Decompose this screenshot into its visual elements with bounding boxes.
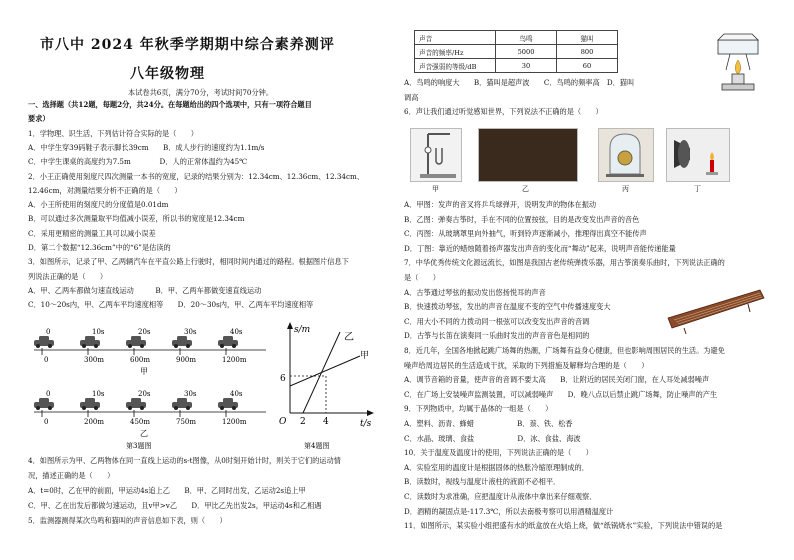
distance-label: 200m <box>84 418 104 426</box>
fig4-xtick-2: 2 <box>300 417 306 427</box>
figure-3-cars <box>30 320 270 450</box>
line-jia <box>290 356 360 386</box>
car-roof <box>39 398 49 403</box>
exam-subtitle: 八年级物理 <box>130 66 205 82</box>
car-wheel <box>186 406 190 410</box>
text-line: D．第二个数据“12.36cm”中的“6”是估读的 <box>28 243 171 252</box>
paper-pot-illustration <box>708 30 768 98</box>
time-label: 20s <box>138 390 151 398</box>
bell-jar-icon <box>602 130 648 178</box>
text-line: A．甲图：发声的音叉将乒乓球弹开，说明发声的物体在振动 <box>404 200 597 209</box>
fig3-row-label: 甲 <box>140 367 148 376</box>
distance-label: 600m <box>130 356 150 364</box>
time-label: 0 <box>46 328 51 336</box>
car-wheel <box>140 344 144 348</box>
time-label: 20s <box>138 328 151 336</box>
car-wheel <box>94 406 98 410</box>
text-line: C．中学生课桌的高度约为7.5m D．人的正常体温约为45℃ <box>28 157 248 167</box>
text-line: 列说法正确的是（ ） <box>28 271 108 281</box>
fig4-label-jia: 甲 <box>360 351 370 361</box>
text-line: 11．如图所示，某实验小组把盛有水的纸盒放在火焰上烧，做“纸锅烧水”实验，下列说法中错误的是 <box>404 521 723 531</box>
text-line: 3．如图所示，记录了甲、乙两辆汽车在平直公路上行驶时，相同时间内通过的路程。根据图片信息下 <box>28 257 349 267</box>
car-wheel <box>48 344 52 348</box>
table-header-row <box>415 31 618 45</box>
text-line: B．读数时，视线与温度计液柱的液面不必相平． <box>404 477 561 487</box>
table-cell: 声音强弱的等级/dB <box>415 59 496 73</box>
y-axis-arrow <box>287 322 293 329</box>
car-roof <box>39 336 49 341</box>
exam-title: 市八中 2024 年秋季学期期中综合素养测评 <box>40 37 335 53</box>
sound-table <box>414 30 618 73</box>
text-line: A．塑料、沥青、蜂蜡 B．萘、铁、松香 <box>404 419 573 428</box>
text-line: C．读数时为求准确，应把温度计从液体中拿出来仔细观察． <box>404 492 597 501</box>
text-line: C．甲、乙在出发后都做匀速运动，且v甲>v乙 D．甲比乙先出发2s，甲运动4s和乙相遇 <box>28 501 322 510</box>
table-row <box>415 59 618 73</box>
time-label: 0 <box>46 390 51 398</box>
text-line: C．在广场上安装噪声监测装置，可以减弱噪声 D．晚八点以后禁止跳广场舞，防止噪声的产生 <box>404 389 718 399</box>
fig4-ytick-6: 6 <box>280 374 286 384</box>
car-roof <box>131 398 141 403</box>
text-line: 4．如图所示为甲、乙两物体在同一直线上运动的s-t图像，从0时刻开始计时，则关于它们的运动情 <box>28 456 341 465</box>
fig4-xlabel: t/s <box>360 419 372 429</box>
fig4-ylabel: s/m <box>294 325 311 335</box>
text-line: 是（ ） <box>404 273 440 282</box>
distance-label: 900m <box>176 356 196 364</box>
car-wheel <box>220 406 224 410</box>
time-label: 30s <box>184 328 197 336</box>
text-line: 噪声给周边居民的生活造成干扰，采取的下列措施及解释均合理的是（ ） <box>404 360 649 370</box>
car-roof <box>177 398 187 403</box>
fig4-xtick-4: 4 <box>323 417 329 427</box>
distance-label: 1200m <box>222 356 247 364</box>
car-wheel <box>82 406 86 410</box>
text-line: C．采用更精密的测量工具可以减小误差 <box>28 228 156 238</box>
pic6-label-bing: 丙 <box>622 185 629 193</box>
text-line: A．t=0时，乙在甲的前面，甲运动4s追上乙 B．甲、乙同时出发，乙运动2s追上甲 <box>28 486 306 495</box>
car-wheel <box>128 344 132 348</box>
car-roof <box>177 336 187 341</box>
text-line: D．古筝与长笛在演奏同一乐曲时发出的声音音色是相同的 <box>404 331 590 341</box>
pic6-label-jia: 甲 <box>432 185 439 193</box>
fig3-caption: 第3题图 <box>126 442 152 450</box>
text-line: A．实验室用的温度计是根据固体的热胀冷缩原理制成的． <box>404 462 589 472</box>
picture-guzheng-play <box>478 128 578 182</box>
table-cell: 猫叫 <box>557 31 618 45</box>
text-line: 况，描述正确的是（ ） <box>28 471 115 480</box>
pic6-label-yi: 乙 <box>522 185 529 193</box>
text-line: C．10～20s内，甲、乙两车平均速度相等 D．20～30s内，甲、乙两车平均速度相等 <box>28 300 314 310</box>
table-cell: 声音 <box>415 31 496 45</box>
guzheng-illustration <box>664 282 768 336</box>
table-cell: 30 <box>496 59 557 73</box>
text-line: 8．近几年，全国各地掀起跳广场舞的热潮，广场舞有益身心健康，但也影响周围居民的生活。为避免 <box>404 346 725 355</box>
time-label: 10s <box>92 328 105 336</box>
car-wheel <box>232 344 236 348</box>
text-line: C．丙图：从玻璃罩里向外抽气，听到铃声逐渐减小，推理得出真空不能传声 <box>404 229 647 239</box>
text-line: 6．声让我们通过听觉感知世界，下列说法不正确的是（ ） <box>404 107 603 116</box>
distance-label: 0 <box>44 418 49 426</box>
text-line: A．小王所使用的刻度尺的分度值是0.01dm <box>28 200 169 210</box>
text-line: C．水晶、玻璃、食盐 D．冰、食盐、海波 <box>404 433 581 443</box>
text-line: 7．中华优秀传统文化源远流长，如图是我国古老传统弹拨乐器，用古筝演奏乐曲时，下列说法正确的 <box>404 258 725 268</box>
car-wheel <box>82 344 86 348</box>
time-label: 10s <box>92 390 105 398</box>
distance-label: 450m <box>130 418 150 426</box>
text-line: 5．监测器测得某次鸟鸣和猫叫的声音信息如下表，则（ ） <box>28 516 227 525</box>
text-line: D．酒精的凝固点是-117.3℃，所以去南极考察可以用酒精温度计 <box>404 506 614 516</box>
text-line: A．古筝通过琴弦的振动发出悠扬悦耳的声音 <box>404 287 546 297</box>
pic6-label-ding: 丁 <box>694 185 701 193</box>
time-label: 30s <box>184 390 197 398</box>
car-roof <box>223 398 233 403</box>
exam-info: 本试卷共6页，满分70分，考试时间70分钟。 <box>128 88 274 97</box>
table-cell: 60 <box>557 59 618 73</box>
car-wheel <box>232 406 236 410</box>
table-cell: 鸟鸣 <box>496 31 557 45</box>
fig4-caption: 第4题图 <box>304 442 330 450</box>
text-line: C．用大小不同的力拨动同一根弦可以改变发出声音的音调 <box>404 316 590 326</box>
text-line: B．快速拨动琴弦，发出的声音在温度不变的空气中传播速度变大 <box>404 302 611 312</box>
speaker-icon <box>670 130 726 178</box>
time-label: 40s <box>230 390 243 398</box>
car-wheel <box>186 344 190 348</box>
car-roof <box>85 398 95 403</box>
text-line: 10．关于温度及温度计的使用，下列说法正确的是（ ） <box>404 448 593 458</box>
fig3-row-label: 乙 <box>140 429 148 438</box>
text-line: B．乙图：弹奏古筝时，手在不同的位置按弦，目的是改变发出声音的音色 <box>404 214 640 224</box>
table-cell: 5000 <box>496 45 557 59</box>
car-wheel <box>140 406 144 410</box>
table-cell: 800 <box>557 45 618 59</box>
fig4-origin: O <box>279 417 287 427</box>
x-axis-arrow <box>367 410 374 416</box>
car-wheel <box>174 406 178 410</box>
car-wheel <box>94 344 98 348</box>
text-line: A．甲、乙两车都做匀速直线运动 B．甲、乙两车都做变速直线运动 <box>28 285 262 295</box>
distance-label: 0 <box>44 356 49 364</box>
distance-label: 750m <box>176 418 196 426</box>
car-roof <box>223 336 233 341</box>
text-line: B．可以通过多次测量取平均值减小误差，所以书的宽度是12.34cm <box>28 214 245 224</box>
text-line: 一、选择题（共12题，每题2分，共24分。在每题给出的四个选项中，只有一项符合题目 <box>28 100 312 109</box>
car-wheel <box>36 406 40 410</box>
tuning-fork-icon <box>418 130 458 180</box>
distance-label: 300m <box>84 356 104 364</box>
text-line: 12.46cm，对测量结果分析不正确的是（ ） <box>28 185 182 195</box>
table-row <box>415 45 618 59</box>
car-wheel <box>220 344 224 348</box>
car-wheel <box>174 344 178 348</box>
car-wheel <box>128 406 132 410</box>
text-line: A．中学生穿39码鞋子表示脚长39cm B．成人步行的速度约为1.1m/s <box>28 142 265 152</box>
text-line: D．丁图：靠近的蜡烛随着扬声器发出声音的变化而“舞动”起来，说明声音能传递能量 <box>404 243 676 253</box>
car-roof <box>131 336 141 341</box>
text-line: 2．小王正确使用刻度尺四次测量一本书的宽度，记录的结果分别为：12.34cm、12.36cm、12.34cm、 <box>28 171 365 181</box>
distance-label: 1200m <box>222 418 247 426</box>
fig4-label-yi: 乙 <box>344 332 354 343</box>
text-line: 9．下列物质中，均属于晶体的一组是（ ） <box>404 404 553 414</box>
car-wheel <box>36 344 40 348</box>
car-roof <box>85 336 95 341</box>
text-line: A．调节音箱的音量，使声音的音调不要太高 B．让附近的居民关闭门窗，在人耳处减弱噪声 <box>404 375 710 385</box>
figure-4-st-graph <box>268 318 378 453</box>
car-wheel <box>48 406 52 410</box>
text-line: 1．学物理、识生活，下列估计符合实际的是（ ） <box>28 128 198 138</box>
text-line: 要求） <box>28 114 50 124</box>
time-label: 40s <box>230 328 243 336</box>
text-line: 调高 <box>404 92 419 102</box>
text-line: A．鸟鸣的响度大 B．猫叫是超声波 C．鸟鸣的频率高 D．猫叫 <box>404 78 635 87</box>
table-cell: 声音的频率/Hz <box>415 45 496 59</box>
